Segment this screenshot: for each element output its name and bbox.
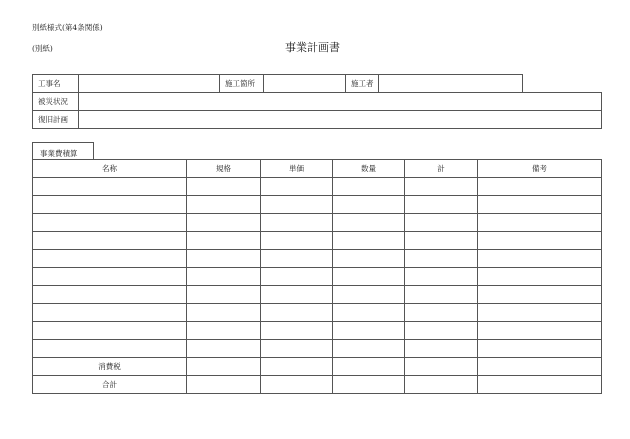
table-cell[interactable] <box>187 250 261 268</box>
table-cell[interactable] <box>261 322 333 340</box>
table-cell[interactable] <box>333 304 405 322</box>
damage-label: 被災状況 <box>33 93 79 111</box>
table-cell[interactable] <box>478 322 602 340</box>
table-cell[interactable] <box>478 286 602 304</box>
table-cell[interactable] <box>33 304 187 322</box>
table-cell[interactable] <box>187 178 261 196</box>
table-cell[interactable] <box>478 178 602 196</box>
table-cell[interactable] <box>478 340 602 358</box>
table-row <box>33 268 602 286</box>
table-cell[interactable] <box>33 250 187 268</box>
col-header-quantity: 数量 <box>333 160 405 178</box>
table-cell[interactable] <box>33 232 187 250</box>
table-cell[interactable] <box>261 250 333 268</box>
table-cell[interactable] <box>187 340 261 358</box>
table-row <box>33 214 602 232</box>
table-cell[interactable] <box>261 358 333 376</box>
col-header-total: 計 <box>405 160 478 178</box>
restoration-field[interactable] <box>79 111 602 129</box>
table-row <box>33 232 602 250</box>
table-cell[interactable] <box>478 214 602 232</box>
table-cell[interactable] <box>261 214 333 232</box>
table-cell[interactable] <box>405 232 478 250</box>
table-cell[interactable] <box>261 304 333 322</box>
table-cell[interactable] <box>405 358 478 376</box>
table-cell[interactable] <box>333 232 405 250</box>
table-row <box>33 286 602 304</box>
table-cell[interactable] <box>478 376 602 394</box>
info-table <box>32 74 523 93</box>
info-row-restoration <box>33 111 602 129</box>
table-cell[interactable] <box>33 178 187 196</box>
table-cell[interactable] <box>405 286 478 304</box>
table-cell[interactable] <box>33 340 187 358</box>
estimate-header-row <box>33 160 602 178</box>
table-cell[interactable] <box>478 250 602 268</box>
construction-label: 工事名 <box>33 75 79 93</box>
form-note: 別紙様式(第4条関係) <box>32 23 103 32</box>
restoration-label: 復旧計画 <box>33 111 79 129</box>
estimate-body <box>33 178 602 394</box>
table-cell[interactable] <box>478 232 602 250</box>
table-cell[interactable] <box>187 376 261 394</box>
table-cell[interactable] <box>405 376 478 394</box>
table-cell[interactable] <box>405 268 478 286</box>
table-cell[interactable] <box>187 322 261 340</box>
location-field[interactable] <box>264 75 346 93</box>
table-cell[interactable] <box>405 214 478 232</box>
table-cell[interactable] <box>478 196 602 214</box>
table-cell[interactable] <box>405 196 478 214</box>
table-cell[interactable] <box>187 232 261 250</box>
table-cell[interactable] <box>187 304 261 322</box>
table-row <box>33 250 602 268</box>
table-cell[interactable] <box>333 268 405 286</box>
table-cell[interactable] <box>261 232 333 250</box>
table-cell[interactable] <box>405 178 478 196</box>
table-cell[interactable] <box>478 304 602 322</box>
estimate-section-tab <box>32 142 94 159</box>
grand-total-row <box>33 376 602 394</box>
table-row <box>33 322 602 340</box>
table-cell[interactable] <box>261 286 333 304</box>
table-cell[interactable] <box>187 268 261 286</box>
table-cell[interactable] <box>33 286 187 304</box>
tax-row <box>33 358 602 376</box>
info-row-damage <box>33 93 602 111</box>
table-cell[interactable] <box>333 196 405 214</box>
tax-label: 消費税 <box>33 358 187 376</box>
construction-field[interactable] <box>79 75 220 93</box>
status-table <box>32 92 602 129</box>
grand-total-label: 合計 <box>33 376 187 394</box>
table-cell[interactable] <box>405 304 478 322</box>
table-cell[interactable] <box>187 196 261 214</box>
col-header-spec: 規格 <box>187 160 261 178</box>
table-cell[interactable] <box>405 340 478 358</box>
table-cell[interactable] <box>261 268 333 286</box>
location-label: 施工箇所 <box>220 75 264 93</box>
table-row <box>33 178 602 196</box>
contractor-field[interactable] <box>379 75 523 93</box>
table-cell[interactable] <box>478 268 602 286</box>
table-cell[interactable] <box>333 250 405 268</box>
table-cell[interactable] <box>405 322 478 340</box>
page-title: 事業計画書 <box>285 41 340 54</box>
col-header-unit-price: 単価 <box>261 160 333 178</box>
col-header-remarks: 備考 <box>478 160 602 178</box>
table-cell[interactable] <box>261 376 333 394</box>
damage-field[interactable] <box>79 93 602 111</box>
table-cell[interactable] <box>261 178 333 196</box>
table-cell[interactable] <box>187 358 261 376</box>
attachment-label: (別紙) <box>32 44 53 53</box>
table-cell[interactable] <box>261 340 333 358</box>
table-cell[interactable] <box>33 268 187 286</box>
table-cell[interactable] <box>333 322 405 340</box>
table-cell[interactable] <box>333 214 405 232</box>
table-cell[interactable] <box>187 214 261 232</box>
table-cell[interactable] <box>333 286 405 304</box>
estimate-section-title: 事業費積算 <box>40 149 78 158</box>
table-cell[interactable] <box>333 340 405 358</box>
table-row <box>33 196 602 214</box>
table-row <box>33 304 602 322</box>
table-cell[interactable] <box>187 286 261 304</box>
table-cell[interactable] <box>33 196 187 214</box>
table-cell[interactable] <box>333 376 405 394</box>
table-cell[interactable] <box>478 358 602 376</box>
table-row <box>33 340 602 358</box>
contractor-label: 施工者 <box>346 75 379 93</box>
table-cell[interactable] <box>333 178 405 196</box>
info-row-construction <box>33 75 523 93</box>
table-cell[interactable] <box>261 196 333 214</box>
estimate-table <box>32 159 602 394</box>
table-cell[interactable] <box>405 250 478 268</box>
table-cell[interactable] <box>33 214 187 232</box>
table-cell[interactable] <box>333 358 405 376</box>
table-cell[interactable] <box>33 322 187 340</box>
col-header-name: 名称 <box>33 160 187 178</box>
